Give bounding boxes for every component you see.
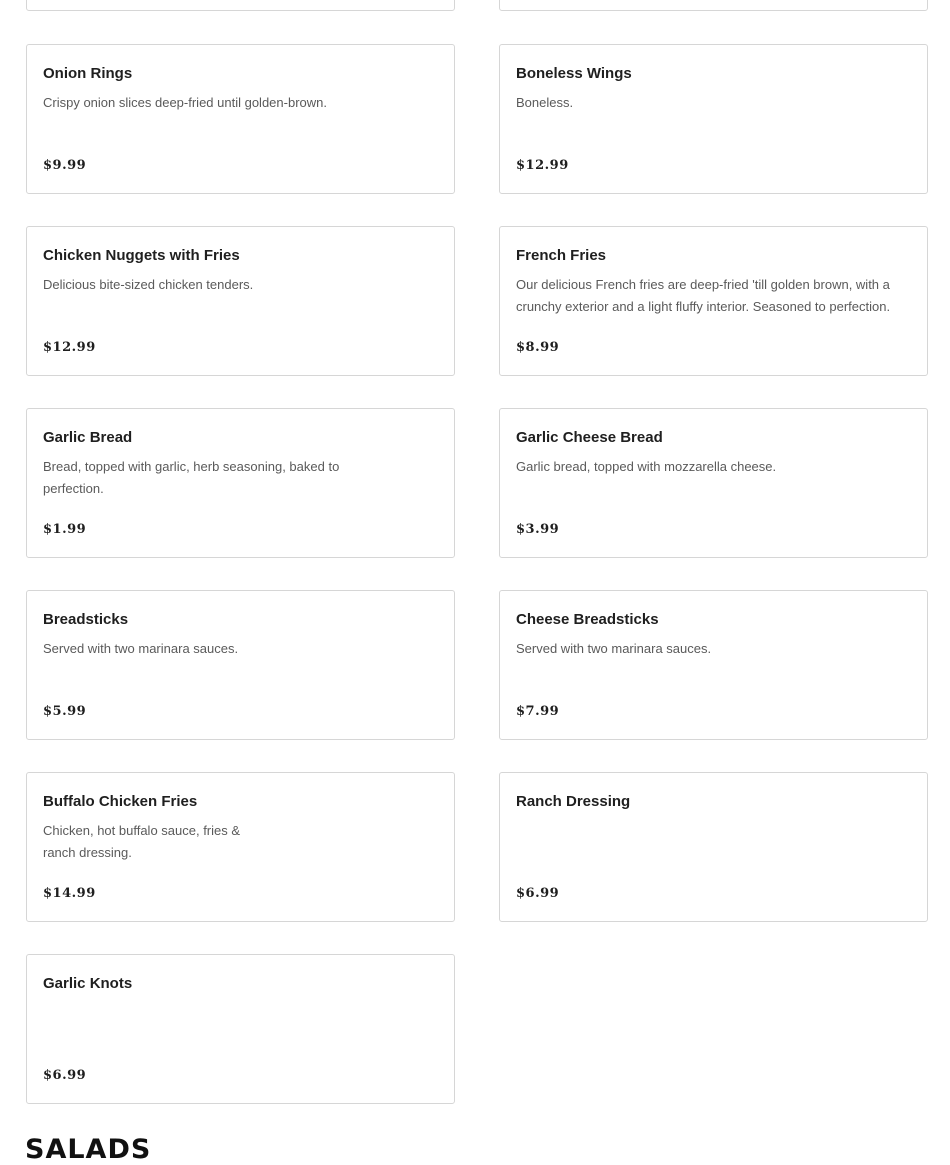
menu-item-description: Served with two marinara sauces.: [43, 641, 239, 656]
menu-item-description: Delicious bite-sized chicken tenders.: [43, 277, 254, 292]
section-heading-salads: SALADS: [25, 1134, 152, 1165]
menu-item-card-chicken-nuggets-with-fries[interactable]: [26, 226, 455, 376]
menu-item-description: Our delicious French fries are deep-fried 'till golden brown, with a crunchy exterior and a light fluffy interior. Seasoned to perfection.: [516, 277, 891, 314]
menu-item-price: $12.99: [516, 158, 569, 173]
menu-item-card-cheese-breadsticks[interactable]: [499, 590, 928, 740]
menu-item-card-breadsticks[interactable]: [26, 590, 455, 740]
menu-item-name: Boneless Wings: [516, 65, 632, 82]
menu-item-price: $14.99: [43, 886, 96, 901]
menu-item-description: Boneless.: [516, 95, 574, 110]
menu-item-name: French Fries: [516, 247, 607, 264]
menu-item-price: $9.99: [43, 158, 87, 173]
menu-item-description: Crispy onion slices deep-fried until golden-brown.: [43, 95, 327, 110]
menu-item-price: $1.99: [43, 522, 87, 537]
menu-item-card-french-fries[interactable]: [499, 226, 928, 376]
menu-item-card-garlic-bread[interactable]: [26, 408, 455, 558]
menu-item-card-boneless-wings[interactable]: [499, 44, 928, 194]
menu-item-price: $12.99: [43, 340, 96, 355]
menu-item-name: Chicken Nuggets with Fries: [43, 247, 240, 264]
menu-item-card-garlic-cheese-bread[interactable]: [499, 408, 928, 558]
menu-item-name: Garlic Cheese Bread: [516, 429, 663, 446]
menu-item-description: Garlic bread, topped with mozzarella cheese.: [516, 459, 777, 474]
menu-item-card-buffalo-chicken-fries[interactable]: [26, 772, 455, 922]
menu-item-card-garlic-knots[interactable]: [26, 954, 455, 1104]
menu-item-price: $7.99: [516, 704, 560, 719]
menu-item-description: Bread, topped with garlic, herb seasoning, baked to perfection.: [43, 459, 340, 496]
menu-item-name: Buffalo Chicken Fries: [43, 793, 198, 810]
menu-item-name: Garlic Knots: [43, 975, 133, 992]
menu-item-card-ranch-dressing[interactable]: [499, 772, 928, 922]
menu-item-price: $8.99: [516, 340, 560, 355]
menu-item-name: Garlic Bread: [43, 429, 133, 446]
menu-item-name: Ranch Dressing: [516, 793, 631, 810]
menu-item-name: Cheese Breadsticks: [516, 611, 659, 628]
menu-item-name: Onion Rings: [43, 65, 133, 82]
menu-item-price: $6.99: [516, 886, 560, 901]
menu-item-name: Breadsticks: [43, 611, 129, 628]
menu-item-card-onion-rings[interactable]: [26, 44, 455, 194]
menu-item-card-partial[interactable]: [26, 0, 455, 11]
menu-item-price: $5.99: [43, 704, 87, 719]
menu-item-price: $6.99: [43, 1068, 87, 1083]
menu-item-description: Served with two marinara sauces.: [516, 641, 712, 656]
menu-item-price: $3.99: [516, 522, 560, 537]
menu-item-card-partial[interactable]: [499, 0, 928, 11]
menu-item-description: Chicken, hot buffalo sauce, fries & ranch dressing.: [43, 823, 241, 860]
